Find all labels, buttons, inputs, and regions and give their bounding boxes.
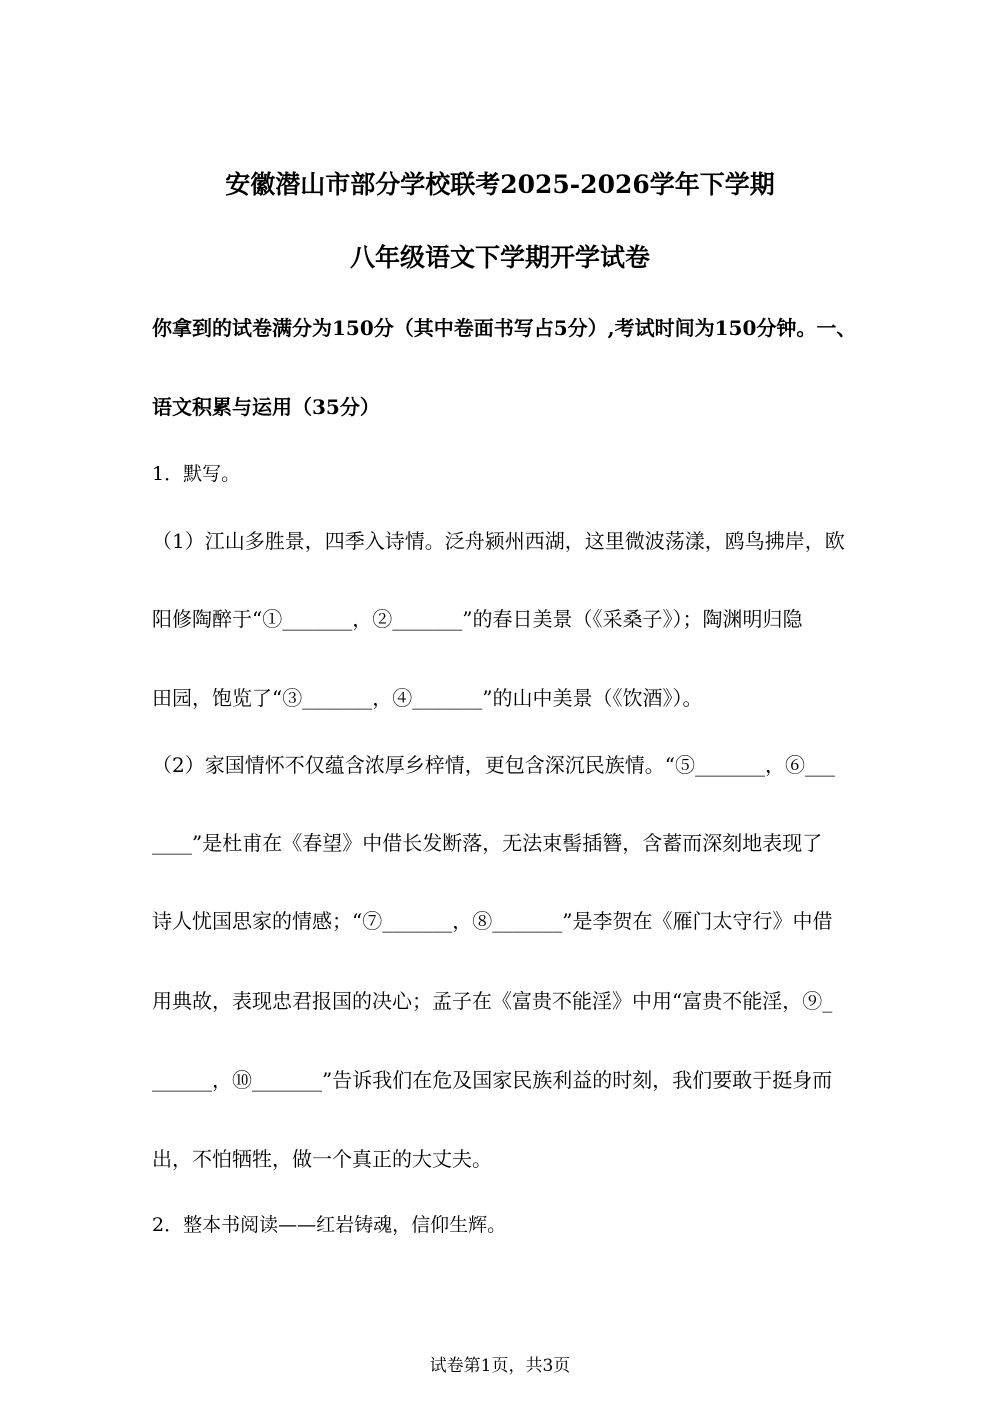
exam-title-line2: 八年级语文下学期开学试卷 bbox=[349, 243, 650, 272]
exam-intro-line1: 你拿到的试卷满分为150分（其中卷面书写占5分）,考试时间为150分钟。一、 bbox=[152, 316, 857, 340]
question-2-stem: 2．整本书阅读——红岩铸魂，信仰生辉。 bbox=[152, 1214, 507, 1236]
section-heading: 语文积累与运用（35分） bbox=[152, 395, 380, 419]
question-1-part1-line1: （1）江山多胜景，四季入诗情。泛舟颍州西湖，这里微波荡漾，鸥鸟拂岸，欧 bbox=[152, 529, 845, 553]
exam-title-line1: 安徽潜山市部分学校联考2025-2026学年下学期 bbox=[225, 170, 775, 199]
question-1-part1-line2: 阳修陶醉于“①_______，②_______”的春日美景（《采桑子》）；陶渊明归隐 bbox=[152, 607, 803, 631]
question-1-part2-line1: （2）家国情怀不仅蕴含浓厚乡梓情，更包含深沉民族情。“⑤_______，⑥___ bbox=[152, 753, 835, 777]
question-1-part2-line2: ____”是杜甫在《春望》中借长发断落，无法束髻插簪，含蓄而深刻地表现了 bbox=[152, 831, 823, 855]
question-1-part2-line6: 出，不怕牺牲，做一个真正的大丈夫。 bbox=[152, 1147, 492, 1171]
question-1-part2-line3: 诗人忧国思家的情感；“⑦_______，⑧_______”是李贺在《雁门太守行》中借 bbox=[152, 909, 833, 933]
question-1-part2-line4: 用典故，表现忠君报国的决心；孟子在《富贵不能淫》中用“富贵不能淫，⑨_ bbox=[152, 989, 833, 1013]
page-footer: 试卷第1页，共3页 bbox=[429, 1356, 571, 1376]
question-1-stem: 1．默写。 bbox=[152, 463, 241, 485]
question-1-part2-line5: ______，⑩_______”告诉我们在危及国家民族利益的时刻，我们要敢于挺身而 bbox=[152, 1068, 833, 1092]
question-1-part1-line3: 田园，饱览了“③_______，④_______”的山中美景（《饮酒》）。 bbox=[152, 686, 703, 710]
